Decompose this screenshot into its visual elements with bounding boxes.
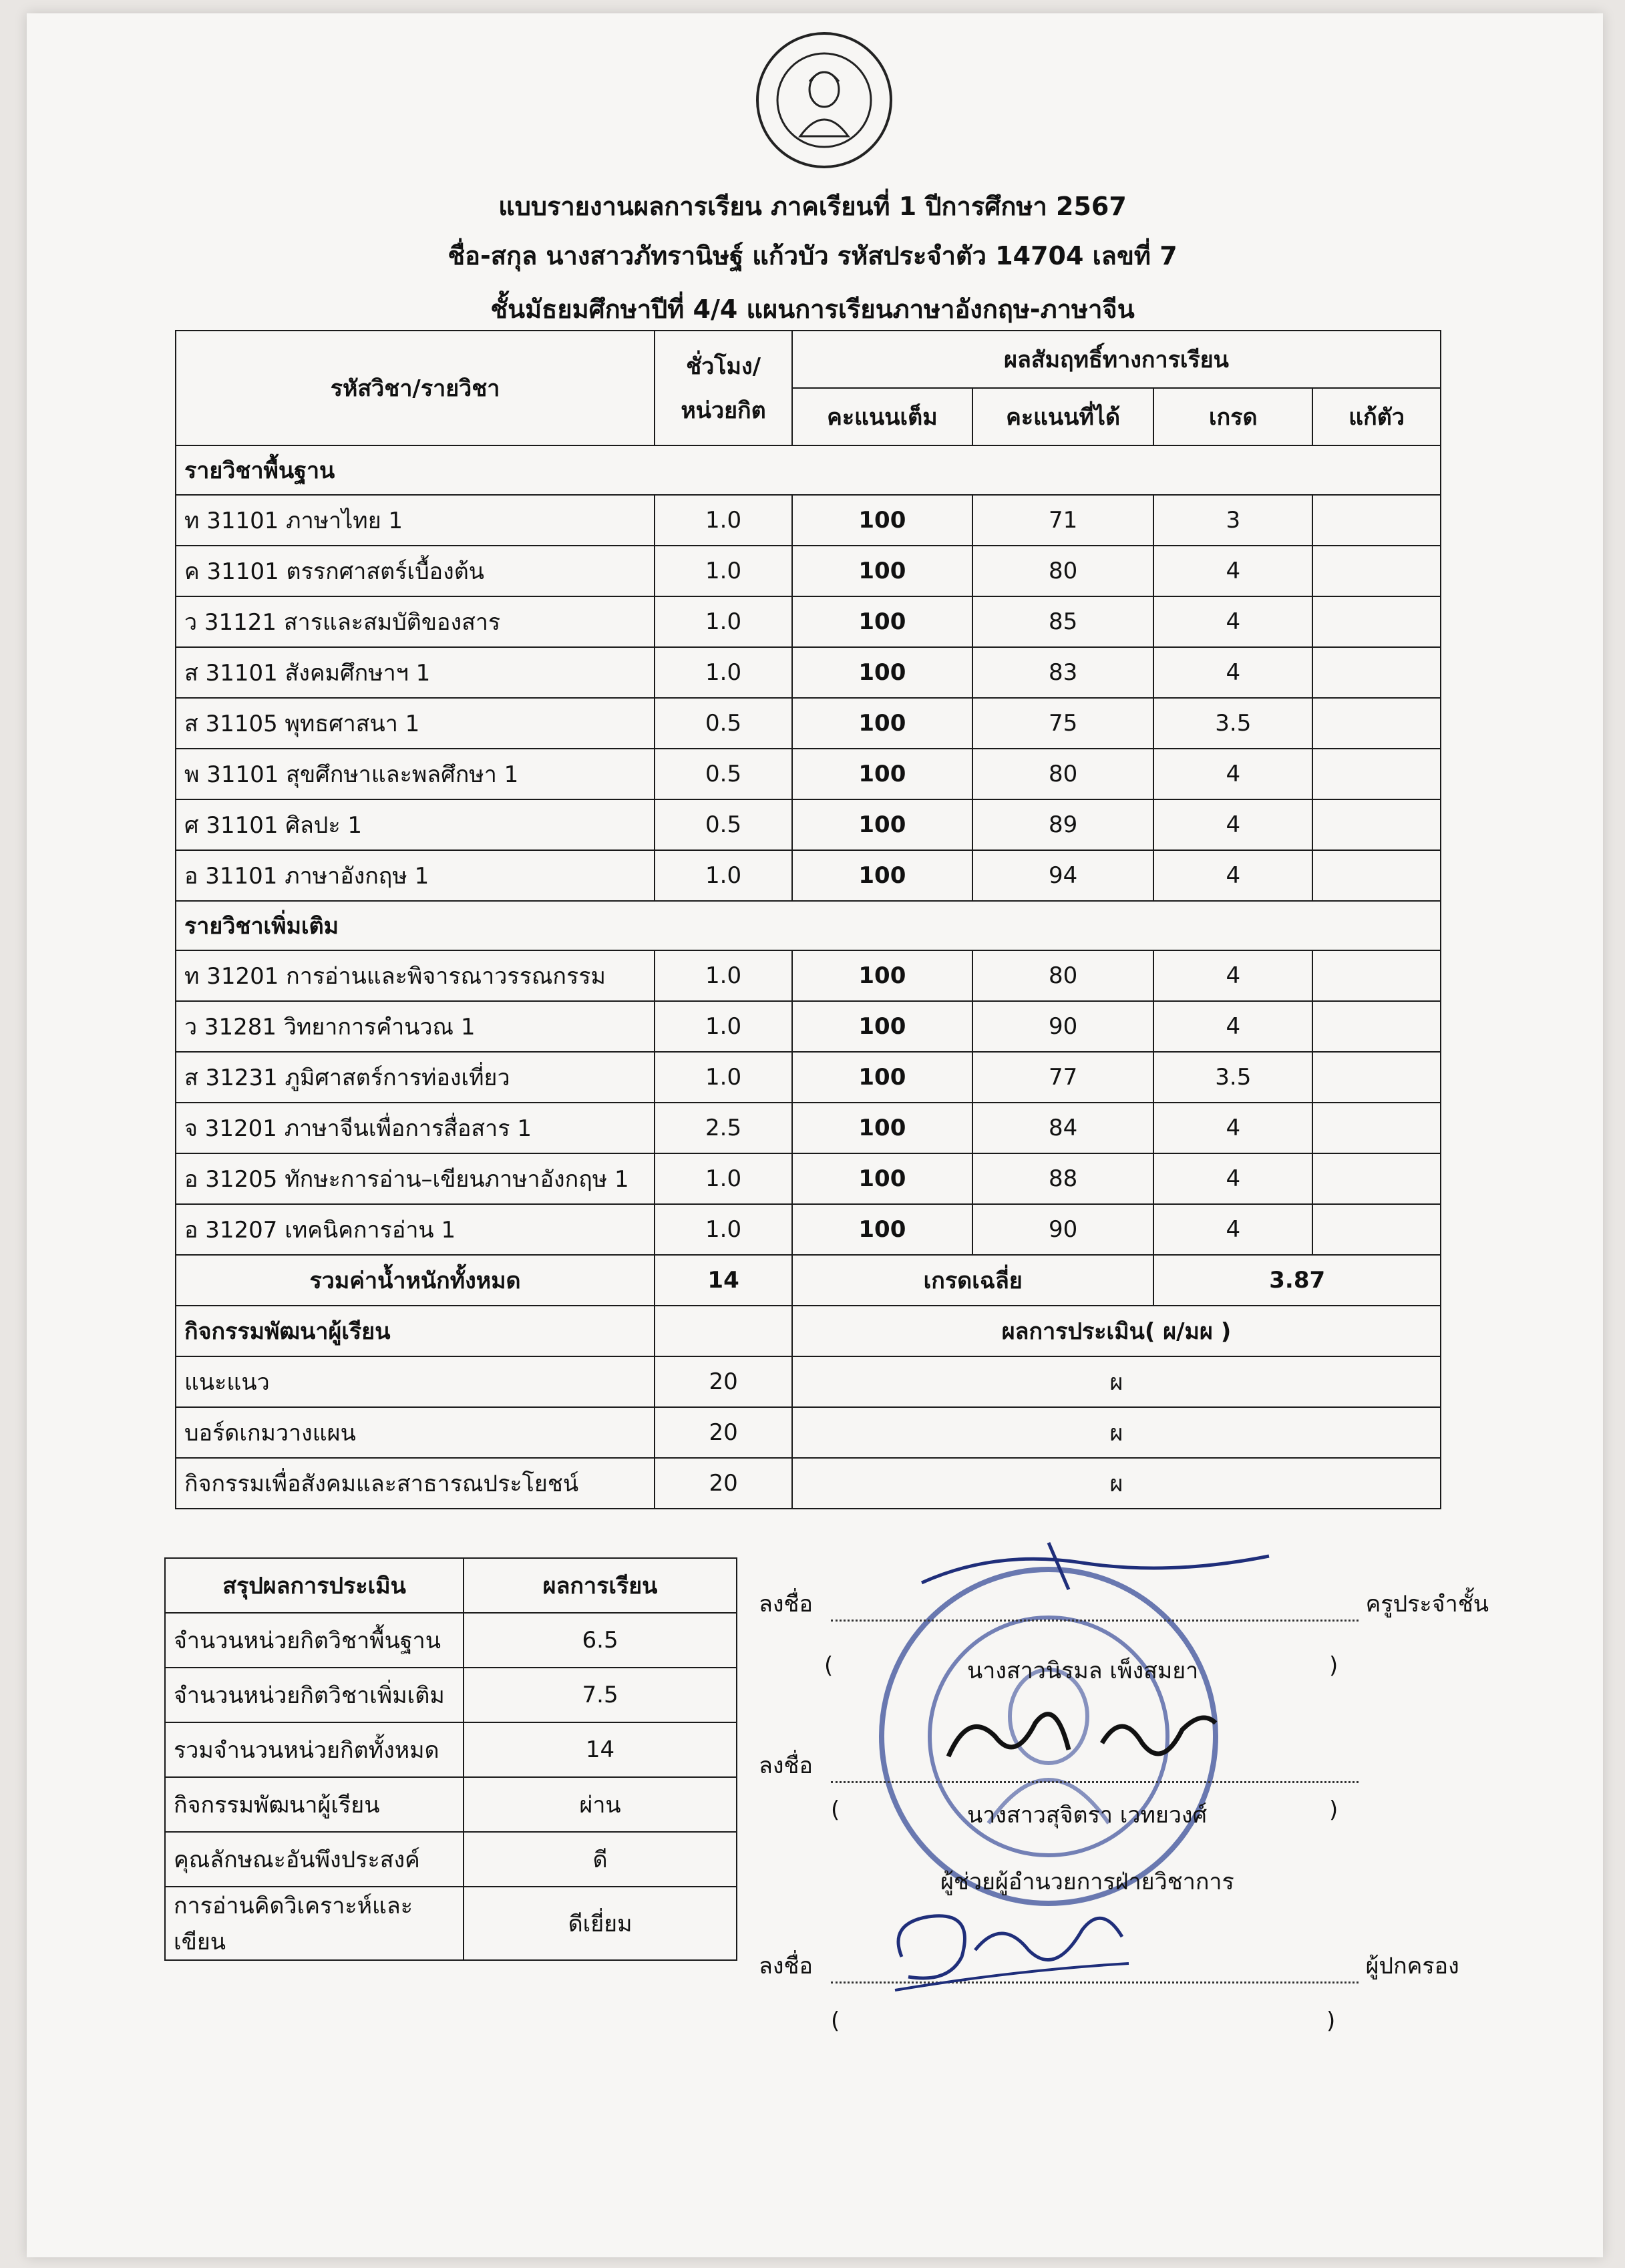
course-credit: 0.5 xyxy=(655,698,792,749)
header-fix: แก้ตัว xyxy=(1312,388,1441,445)
grades-table xyxy=(175,330,1441,1509)
course-grade: 4 xyxy=(1153,950,1312,1001)
activity-name: บอร์ดเกมวางแผน xyxy=(176,1407,655,1458)
course-fix xyxy=(1312,647,1441,698)
summary-row xyxy=(165,1722,737,1777)
paren-open-3: ( xyxy=(831,2008,840,2034)
course-credit: 1.0 xyxy=(655,495,792,546)
course-row xyxy=(176,596,1441,647)
header-got-score: คะแนนที่ได้ xyxy=(972,388,1154,445)
course-row xyxy=(176,698,1441,749)
activity-result: ผ xyxy=(792,1458,1441,1509)
course-full-score: 100 xyxy=(792,1052,972,1103)
summary-label: กิจกรรมพัฒนาผู้เรียน xyxy=(165,1777,464,1832)
course-grade: 4 xyxy=(1153,596,1312,647)
course-full-score: 100 xyxy=(792,850,972,901)
course-score: 89 xyxy=(972,799,1154,850)
course-credit: 1.0 xyxy=(655,950,792,1001)
course-row xyxy=(176,749,1441,799)
activity-eval-label: ผลการประเมิน( ผ/มผ ) xyxy=(792,1306,1441,1356)
course-subject: ส 31231 ภูมิศาสตร์การท่องเที่ยว xyxy=(176,1052,655,1103)
course-full-score: 100 xyxy=(792,1204,972,1255)
course-score: 90 xyxy=(972,1204,1154,1255)
course-fix xyxy=(1312,749,1441,799)
course-score: 80 xyxy=(972,749,1154,799)
summary-table xyxy=(164,1557,737,1961)
role-class-teacher: ครูประจำชั้น xyxy=(1365,1591,1489,1618)
activity-row xyxy=(176,1407,1441,1458)
header-hours-line1: ชั่วโมง/ xyxy=(686,353,761,380)
paren-close-1: ) xyxy=(1329,1652,1338,1679)
summary-label: จำนวนหน่วยกิตวิชาพื้นฐาน xyxy=(165,1613,464,1668)
sign-label-2: ลงชื่อ xyxy=(759,1752,813,1779)
activity-name: แนะแนว xyxy=(176,1356,655,1407)
course-subject: ว 31281 วิทยาการคำนวณ 1 xyxy=(176,1001,655,1052)
signature-class-teacher xyxy=(915,1536,1276,1596)
course-full-score: 100 xyxy=(792,1103,972,1153)
course-subject: ส 31101 สังคมศึกษาฯ 1 xyxy=(176,647,655,698)
course-fix xyxy=(1312,850,1441,901)
course-fix xyxy=(1312,950,1441,1001)
summary-header-2: ผลการเรียน xyxy=(464,1558,737,1613)
course-score: 77 xyxy=(972,1052,1154,1103)
course-credit: 0.5 xyxy=(655,799,792,850)
summary-row xyxy=(165,1777,737,1832)
activity-hours-blank xyxy=(655,1306,792,1356)
role-academic-assistant: ผู้ช่วยผู้อำนวยการฝ่ายวิชาการ xyxy=(940,1869,1234,1895)
course-row xyxy=(176,647,1441,698)
summary-value: ดี xyxy=(464,1832,737,1887)
signature-academic-assistant xyxy=(942,1696,1222,1783)
course-fix xyxy=(1312,1052,1441,1103)
report-title: แบบรายงานผลการเรียน ภาคเรียนที่ 1 ปีการศึกษา 2567 xyxy=(498,192,1127,221)
course-subject: อ 31101 ภาษาอังกฤษ 1 xyxy=(176,850,655,901)
course-full-score: 100 xyxy=(792,1001,972,1052)
course-credit: 1.0 xyxy=(655,1153,792,1204)
course-fix xyxy=(1312,495,1441,546)
course-credit: 1.0 xyxy=(655,546,792,596)
course-subject: ศ 31101 ศิลปะ 1 xyxy=(176,799,655,850)
course-grade: 4 xyxy=(1153,749,1312,799)
header-hours-line2: หน่วยกิต xyxy=(681,397,766,424)
course-subject: ว 31121 สารและสมบัติของสาร xyxy=(176,596,655,647)
course-grade: 3.5 xyxy=(1153,698,1312,749)
course-grade: 4 xyxy=(1153,1103,1312,1153)
course-subject: ท 31201 การอ่านและพิจารณาวรรณกรรม xyxy=(176,950,655,1001)
activity-label: กิจกรรมพัฒนาผู้เรียน xyxy=(176,1306,655,1356)
course-full-score: 100 xyxy=(792,698,972,749)
course-credit: 1.0 xyxy=(655,647,792,698)
school-logo xyxy=(753,29,895,171)
paren-close-3: ) xyxy=(1326,2008,1336,2034)
course-score: 80 xyxy=(972,546,1154,596)
section-basic: รายวิชาพื้นฐาน xyxy=(176,445,1441,495)
header-full-score: คะแนนเต็ม xyxy=(792,388,972,445)
summary-label: รวมจำนวนหน่วยกิตทั้งหมด xyxy=(165,1722,464,1777)
course-full-score: 100 xyxy=(792,950,972,1001)
summary-label: การอ่านคิดวิเคราะห์และเขียน xyxy=(165,1887,464,1960)
course-score: 84 xyxy=(972,1103,1154,1153)
role-parent: ผู้ปกครอง xyxy=(1365,1953,1459,1979)
sign-label-1: ลงชื่อ xyxy=(759,1591,813,1618)
class-info: ชั้นมัธยมศึกษาปีที่ 4/4 แผนการเรียนภาษาอังกฤษ-ภาษาจีน xyxy=(490,295,1135,324)
course-grade: 4 xyxy=(1153,647,1312,698)
course-full-score: 100 xyxy=(792,749,972,799)
course-subject: พ 31101 สุขศึกษาและพลศึกษา 1 xyxy=(176,749,655,799)
summary-value: 14 xyxy=(464,1722,737,1777)
activity-name: กิจกรรมเพื่อสังคมและสาธารณประโยชน์ xyxy=(176,1458,655,1509)
gpa-value: 3.87 xyxy=(1153,1255,1441,1306)
course-subject: จ 31201 ภาษาจีนเพื่อการสื่อสาร 1 xyxy=(176,1103,655,1153)
activity-row xyxy=(176,1458,1441,1509)
summary-value: ผ่าน xyxy=(464,1777,737,1832)
course-grade: 4 xyxy=(1153,1153,1312,1204)
summary-row xyxy=(165,1887,737,1960)
summary-row xyxy=(165,1832,737,1887)
course-fix xyxy=(1312,1103,1441,1153)
paren-open-2: ( xyxy=(831,1797,840,1823)
course-grade: 4 xyxy=(1153,1204,1312,1255)
course-subject: ค 31101 ตรรกศาสตร์เบื้องต้น xyxy=(176,546,655,596)
summary-label: คุณลักษณะอันพึงประสงค์ xyxy=(165,1832,464,1887)
course-credit: 1.0 xyxy=(655,596,792,647)
sign-line-1 xyxy=(831,1620,1359,1622)
gpa-label: เกรดเฉลี่ย xyxy=(792,1255,1153,1306)
course-fix xyxy=(1312,1153,1441,1204)
course-row xyxy=(176,1204,1441,1255)
course-credit: 1.0 xyxy=(655,1204,792,1255)
course-grade: 4 xyxy=(1153,799,1312,850)
sign-label-3: ลงชื่อ xyxy=(759,1953,813,1979)
signature-parent xyxy=(882,1897,1135,1997)
course-row xyxy=(176,495,1441,546)
course-grade: 4 xyxy=(1153,850,1312,901)
paren-open-1: ( xyxy=(824,1652,834,1679)
course-grade: 3.5 xyxy=(1153,1052,1312,1103)
activity-hours: 20 xyxy=(655,1407,792,1458)
activity-hours: 20 xyxy=(655,1458,792,1509)
course-row xyxy=(176,1103,1441,1153)
course-fix xyxy=(1312,1204,1441,1255)
course-score: 88 xyxy=(972,1153,1154,1204)
course-credit: 1.0 xyxy=(655,1001,792,1052)
header-achievement: ผลสัมฤทธิ์ทางการเรียน xyxy=(792,331,1441,388)
course-full-score: 100 xyxy=(792,799,972,850)
course-full-score: 100 xyxy=(792,1153,972,1204)
course-row xyxy=(176,1001,1441,1052)
paren-close-2: ) xyxy=(1329,1797,1338,1823)
activity-result: ผ xyxy=(792,1407,1441,1458)
summary-label: จำนวนหน่วยกิตวิชาเพิ่มเติม xyxy=(165,1668,464,1722)
course-full-score: 100 xyxy=(792,596,972,647)
course-score: 71 xyxy=(972,495,1154,546)
course-row xyxy=(176,1153,1441,1204)
total-label: รวมค่าน้ำหนักทั้งหมด xyxy=(176,1255,655,1306)
activity-hours: 20 xyxy=(655,1356,792,1407)
course-credit: 2.5 xyxy=(655,1103,792,1153)
course-row xyxy=(176,850,1441,901)
course-score: 94 xyxy=(972,850,1154,901)
name-class-teacher: นางสาวนิรมล เพ็งสมยา xyxy=(967,1658,1199,1684)
course-fix xyxy=(1312,1001,1441,1052)
course-score: 83 xyxy=(972,647,1154,698)
summary-value: ดีเยี่ยม xyxy=(464,1887,737,1960)
course-credit: 1.0 xyxy=(655,850,792,901)
course-grade: 3 xyxy=(1153,495,1312,546)
summary-value: 6.5 xyxy=(464,1613,737,1668)
course-row xyxy=(176,546,1441,596)
summary-row xyxy=(165,1613,737,1668)
course-full-score: 100 xyxy=(792,647,972,698)
course-grade: 4 xyxy=(1153,1001,1312,1052)
header-subject: รหัสวิชา/รายวิชา xyxy=(176,331,655,445)
course-fix xyxy=(1312,698,1441,749)
course-score: 80 xyxy=(972,950,1154,1001)
header-grade: เกรด xyxy=(1153,388,1312,445)
course-subject: ท 31101 ภาษาไทย 1 xyxy=(176,495,655,546)
summary-header-1: สรุปผลการประเมิน xyxy=(165,1558,464,1613)
course-subject: อ 31207 เทคนิคการอ่าน 1 xyxy=(176,1204,655,1255)
header-hours xyxy=(655,331,792,445)
student-info: ชื่อ-สกุล นางสาวภัทรานิษฐ์ แก้วบัว รหัสประจำตัว 14704 เลขที่ 7 xyxy=(447,241,1178,270)
activity-row xyxy=(176,1356,1441,1407)
course-credit: 0.5 xyxy=(655,749,792,799)
course-subject: ส 31105 พุทธศาสนา 1 xyxy=(176,698,655,749)
course-credit: 1.0 xyxy=(655,1052,792,1103)
name-academic-assistant: นางสาวสุจิตรา เวทยวงศ์ xyxy=(967,1802,1208,1829)
section-extra: รายวิชาเพิ่มเติม xyxy=(176,901,1441,950)
course-score: 75 xyxy=(972,698,1154,749)
course-fix xyxy=(1312,546,1441,596)
course-grade: 4 xyxy=(1153,546,1312,596)
course-score: 85 xyxy=(972,596,1154,647)
summary-row xyxy=(165,1668,737,1722)
activity-result: ผ xyxy=(792,1356,1441,1407)
course-full-score: 100 xyxy=(792,546,972,596)
course-subject: อ 31205 ทักษะการอ่าน–เขียนภาษาอังกฤษ 1 xyxy=(176,1153,655,1204)
course-fix xyxy=(1312,596,1441,647)
course-score: 90 xyxy=(972,1001,1154,1052)
course-row xyxy=(176,950,1441,1001)
total-credit: 14 xyxy=(655,1255,792,1306)
course-row xyxy=(176,1052,1441,1103)
course-row xyxy=(176,799,1441,850)
course-full-score: 100 xyxy=(792,495,972,546)
course-fix xyxy=(1312,799,1441,850)
summary-value: 7.5 xyxy=(464,1668,737,1722)
